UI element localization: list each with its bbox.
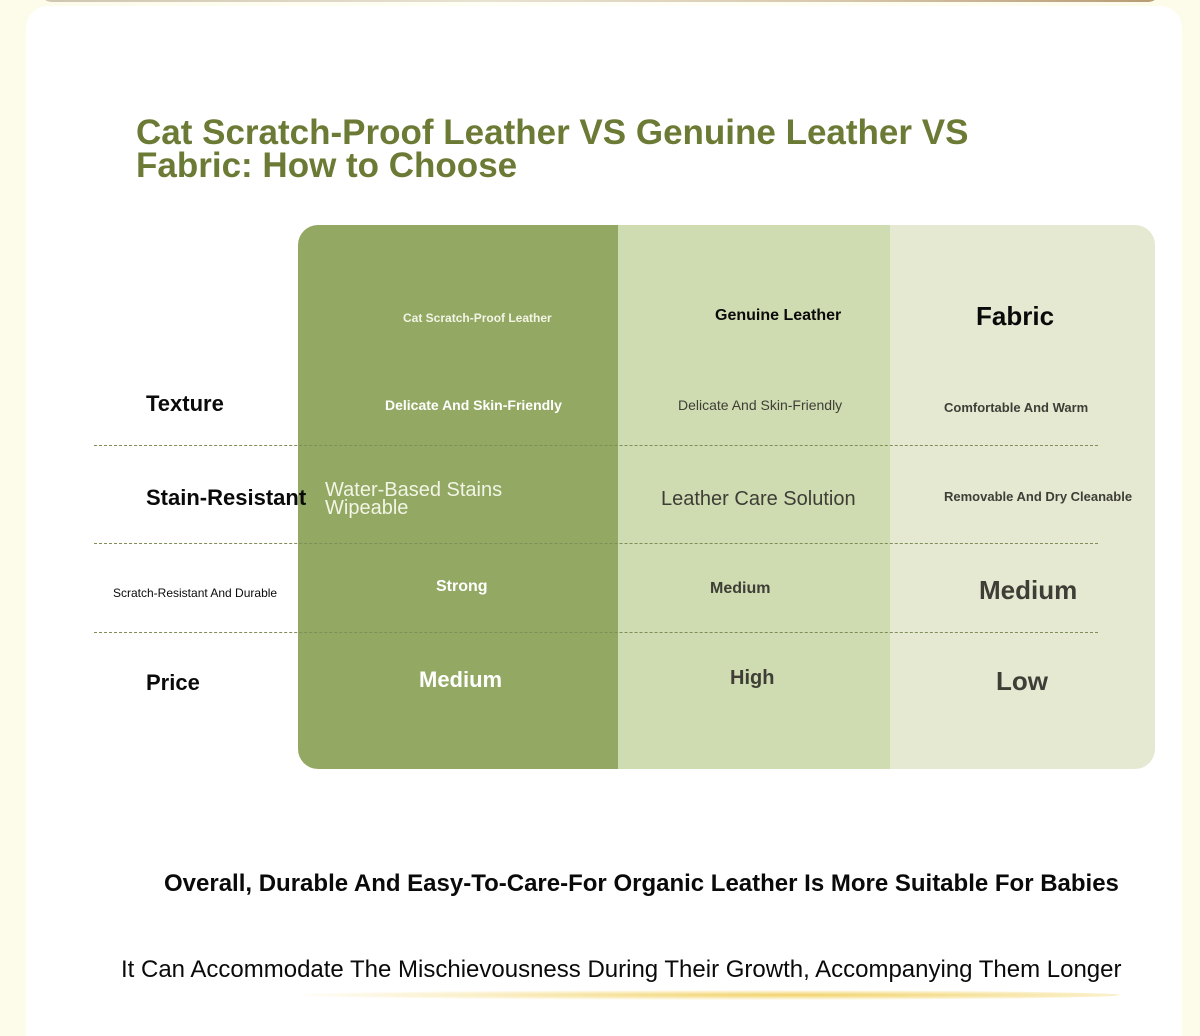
row-label-scratch-resistant: Scratch-Resistant And Durable <box>113 586 278 600</box>
cell-scratch-genuine-leather: Medium <box>710 580 771 597</box>
header-fabric: Fabric <box>976 300 1055 331</box>
decorative-underline <box>300 990 1120 1000</box>
cell-texture-cat-leather: Delicate And Skin-Friendly <box>385 397 562 413</box>
cell-stain-cat-leather-line1: Water-Based Stains <box>325 479 503 501</box>
row-label-texture: Texture <box>146 391 224 416</box>
cell-texture-fabric: Comfortable And Warm <box>944 399 1089 415</box>
cell-scratch-fabric: Medium <box>979 574 1078 605</box>
row-label-price: Price <box>146 670 200 695</box>
cell-stain-cat-leather <box>325 481 502 517</box>
summary-text: Overall, Durable And Easy-To-Care-For Organic Leather Is More Suitable For Babies <box>164 870 1119 897</box>
cell-stain-genuine-leather: Leather Care Solution <box>661 487 856 510</box>
cell-scratch-cat-leather: Strong <box>436 578 488 595</box>
row-divider <box>94 543 1098 544</box>
tagline-text: It Can Accommodate The Mischievousness During Their Growth, Accompanying Them Longer <box>121 956 1122 983</box>
header-genuine-leather: Genuine Leather <box>715 307 842 324</box>
row-divider <box>94 445 1098 446</box>
cell-price-fabric: Low <box>996 665 1048 696</box>
cell-price-genuine-leather: High <box>730 666 775 689</box>
row-label-stain-resistant: Stain-Resistant <box>146 485 307 510</box>
hero-image-edge <box>40 0 1160 2</box>
cell-texture-genuine-leather: Delicate And Skin-Friendly <box>678 397 843 413</box>
cell-price-cat-leather: Medium <box>419 667 503 692</box>
page-title: Cat Scratch-Proof Leather VS Genuine Leather VS Fabric: How to Choose <box>136 113 969 185</box>
cell-stain-fabric: Removable And Dry Cleanable <box>944 488 1133 504</box>
cell-stain-cat-leather-line2: Wipeable <box>325 497 409 519</box>
row-divider <box>94 632 1098 633</box>
header-cat-scratch-proof-leather: Cat Scratch-Proof Leather <box>403 311 552 325</box>
